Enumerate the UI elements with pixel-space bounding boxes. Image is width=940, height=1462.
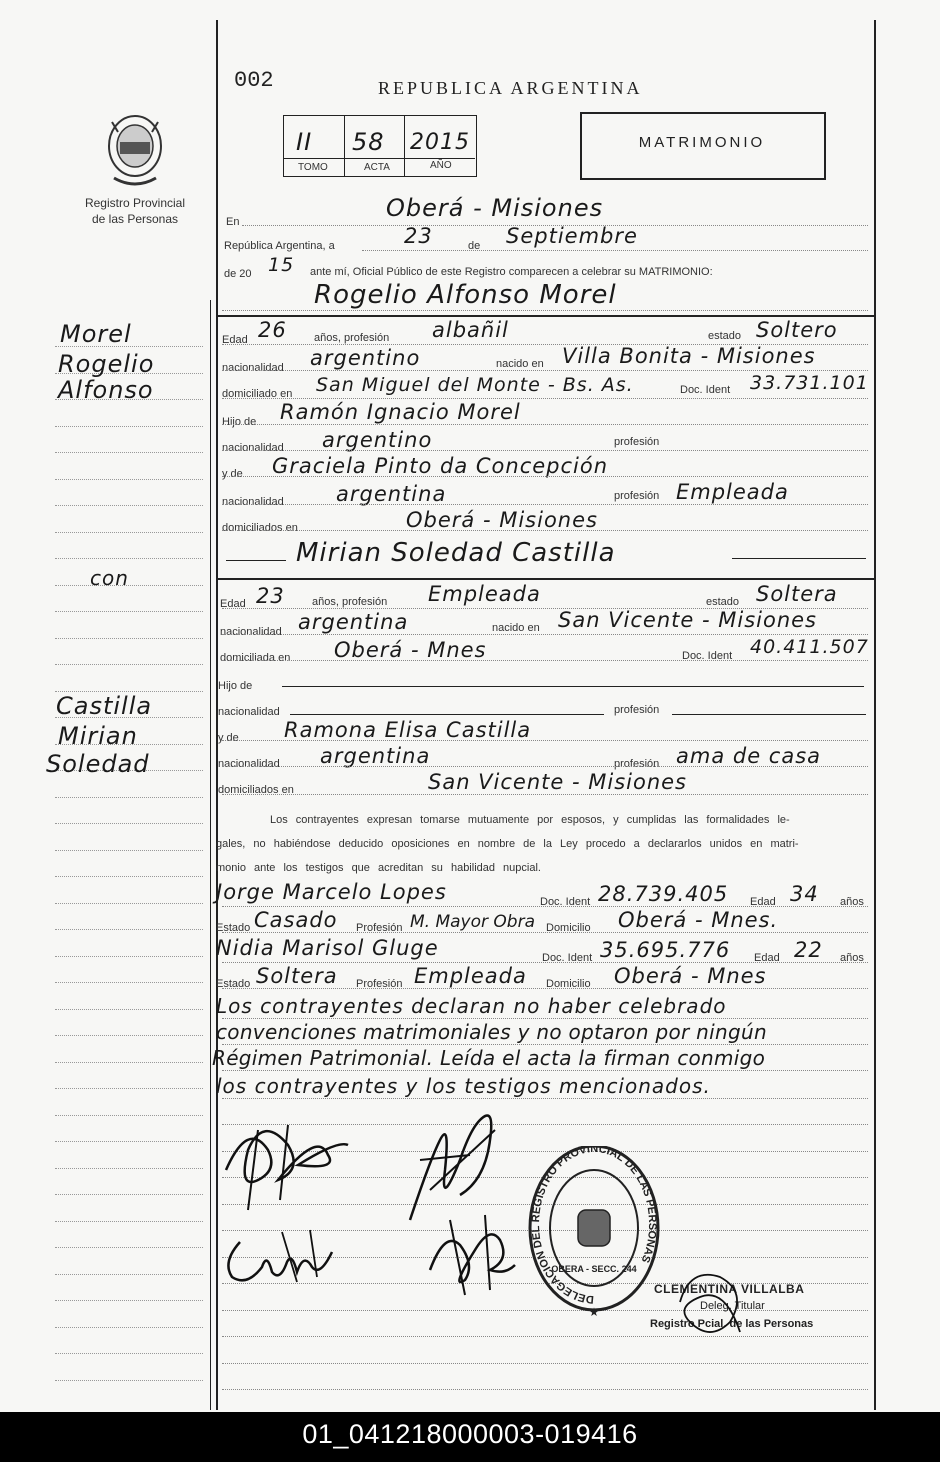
ano-label: AÑO: [430, 160, 452, 171]
official-signature: [670, 1262, 752, 1342]
registry-line2: de las Personas: [91, 212, 179, 226]
bride-nationality: argentina: [298, 610, 409, 634]
margin-ruled-line: [55, 1380, 203, 1381]
witness-anos-label: años: [840, 896, 864, 908]
footer-id: 01_041218000003-019416: [0, 1412, 940, 1462]
bride-doc: 40.411.507: [750, 636, 869, 658]
year-suffix: 15: [268, 254, 295, 276]
edad-label: Edad: [220, 598, 246, 610]
groom-birthplace: Villa Bonita - Misiones: [562, 344, 816, 368]
witness-edad-label: Edad: [754, 952, 780, 964]
bride-full-name: Mirian Soledad Castilla: [296, 538, 616, 568]
profesion-label: profesión: [614, 436, 660, 448]
declaration-line3: monio ante los testigos que acreditan su habilidad nupcial.: [216, 862, 541, 874]
witness-profesion-label: Profesión: [356, 922, 403, 934]
margin-ruled-line: [55, 1088, 203, 1089]
domiciliado-label: domiciliado en: [222, 388, 293, 400]
republica-label: República Argentina, a: [224, 240, 335, 252]
estado-label: estado: [706, 596, 740, 608]
margin-ruled-line: [55, 532, 203, 533]
place-value: Oberá - Misiones: [386, 194, 604, 222]
declaration-line2: gales, no habiéndose deducido oposiciones en nombre de la Ley procedo a declararlos unidos en matri-: [216, 838, 799, 850]
groom-status: Soltero: [756, 318, 838, 342]
witness1-name: Jorge Marcelo Lopes: [216, 880, 447, 904]
groom-mother-nationality: argentina: [336, 482, 447, 506]
country-title: REPUBLICA ARGENTINA: [378, 78, 643, 98]
notes-line4: los contrayentes y los testigos mencionados.: [216, 1074, 711, 1098]
margin-ruled-line: [55, 1035, 203, 1036]
margin-bride-name: Mirian: [58, 722, 138, 750]
nacionalidad-label: nacionalidad: [218, 758, 280, 770]
margin-ruled-line: [55, 1274, 203, 1275]
domiciliada-label: domiciliada en: [220, 652, 291, 664]
witness2-doc: 35.695.776: [600, 938, 731, 962]
witness-doc-label: Doc. Ident: [542, 952, 593, 964]
margin-ruled-line: [55, 558, 203, 559]
margin-ruled-line: [55, 1221, 203, 1222]
official-name: CLEMENTINA VILLALBA: [654, 1282, 805, 1296]
page-number: 002: [234, 68, 274, 93]
bride-profession: Empleada: [428, 582, 541, 606]
y-de-label: y de: [218, 732, 239, 744]
doc-label: Doc. Ident: [680, 384, 731, 396]
hijo-de-label: Hijo de: [222, 416, 257, 428]
margin-ruled-line: [55, 797, 203, 798]
month-value: Septiembre: [506, 224, 638, 248]
witness-profesion-label: Profesión: [356, 978, 403, 990]
tomo-label: TOMO: [298, 162, 328, 173]
domiciliados-label: domiciliados en: [222, 522, 298, 534]
margin-ruled-line: [55, 1115, 203, 1116]
margin-ruled-line: [55, 1327, 203, 1328]
acta-value: 58: [352, 128, 385, 156]
intro-sentence: ante mí, Oficial Público de este Registro comparecen a celebrar su MATRIMONIO:: [310, 266, 713, 278]
groom-age: 26: [258, 318, 287, 342]
bride-age: 23: [256, 584, 285, 608]
bride-signature: [222, 1222, 342, 1292]
registry-line1: Registro Provincial: [84, 196, 186, 210]
lower-ruled-line: [222, 1336, 868, 1337]
witness1-domicile: Oberá - Mnes.: [618, 908, 779, 932]
y-de-label: y de: [222, 468, 243, 480]
margin-ruled-line: [55, 1194, 203, 1195]
groom-full-name: Rogelio Alfonso Morel: [314, 280, 617, 310]
official-registry: Registro Pcial. de las Personas: [650, 1318, 814, 1330]
nacionalidad-label: nacionalidad: [222, 362, 284, 374]
margin-ruled-line: [55, 479, 203, 480]
groom-mother-profession: Empleada: [676, 480, 789, 504]
anos-profesion-label: años, profesión: [314, 332, 390, 344]
groom-father: Ramón Ignacio Morel: [280, 400, 521, 424]
estado-label: estado: [708, 330, 742, 342]
coat-of-arms-icon: [104, 112, 166, 190]
right-margin-line: [874, 20, 876, 1410]
margin-con: con: [90, 566, 129, 590]
nacido-en-label: nacido en: [492, 622, 540, 634]
groom-mother: Graciela Pinto da Concepción: [272, 454, 609, 478]
margin-ruled-line: [55, 1062, 203, 1063]
margin-ruled-line: [55, 611, 203, 612]
margin-ruled-line: [55, 452, 203, 453]
margin-ruled-line: [55, 823, 203, 824]
margin-ruled-line: [55, 505, 203, 506]
witness2-profession: Empleada: [414, 964, 527, 988]
witness-anos-label: años: [840, 952, 864, 964]
witness1-status: Casado: [254, 908, 338, 932]
margin-ruled-line: [55, 1168, 203, 1169]
official-stamp: [526, 1146, 662, 1322]
witness-estado-label: Estado: [216, 922, 251, 934]
hijo-de-label: Hijo de: [218, 680, 253, 692]
witness1-doc: 28.739.405: [598, 882, 729, 906]
en-label: En: [226, 216, 240, 228]
domiciliados-label: domiciliados en: [218, 784, 294, 796]
de-label: de: [468, 240, 481, 252]
margin-ruled-line: [55, 585, 203, 586]
groom-signature: [218, 1110, 358, 1220]
margin-ruled-line: [55, 1141, 203, 1142]
margin-groom-surname: Morel: [60, 320, 132, 348]
witness2-name: Nidia Marisol Gluge: [216, 936, 439, 960]
lower-ruled-line: [222, 1389, 868, 1390]
nacionalidad-label: nacionalidad: [222, 496, 284, 508]
nacido-en-label: nacido en: [496, 358, 544, 370]
margin-ruled-line: [55, 1353, 203, 1354]
groom-nationality: argentino: [310, 346, 421, 370]
witness1-profession: M. Mayor Obra: [410, 912, 535, 932]
nacionalidad-label: nacionalidad: [222, 442, 284, 454]
type-label: MATRIMONIO: [638, 134, 766, 151]
witness1-age: 34: [790, 882, 819, 906]
witness-estado-label: Estado: [216, 978, 251, 990]
margin-groom-name: Rogelio: [58, 350, 155, 378]
margin-groom-middle: Alfonso: [58, 376, 154, 404]
witness-domicilio-label: Domicilio: [546, 978, 591, 990]
margin-ruled-line: [55, 876, 203, 877]
profesion-label: profesión: [614, 704, 660, 716]
nacionalidad-label: nacionalidad: [220, 626, 282, 638]
bride-status: Soltera: [756, 582, 838, 606]
margin-ruled-line: [55, 426, 203, 427]
tomo-value: II: [296, 128, 313, 156]
witness-domicilio-label: Domicilio: [546, 922, 591, 934]
acta-label: ACTA: [364, 162, 390, 173]
lower-ruled-line: [222, 1363, 868, 1364]
bride-domicile: Oberá - Mnes: [334, 638, 487, 662]
year-prefix: de 20: [224, 268, 252, 280]
margin-bride-middle: Soledad: [46, 750, 150, 778]
inner-margin-line: [210, 300, 211, 1410]
witness2-domicile: Oberá - Mnes: [614, 964, 767, 988]
bride-mother: Ramona Elisa Castilla: [284, 718, 532, 742]
profesion-label: profesión: [614, 490, 660, 502]
witness-edad-label: Edad: [750, 896, 776, 908]
margin-ruled-line: [55, 903, 203, 904]
margin-ruled-line: [55, 1247, 203, 1248]
witness2-signature: [420, 1210, 520, 1300]
official-title: Deleg. Titular: [700, 1300, 765, 1312]
ano-value: 2015: [410, 130, 470, 155]
bride-birthplace: San Vicente - Misiones: [558, 608, 817, 632]
bride-mother-nationality: argentina: [320, 744, 431, 768]
witness-doc-label: Doc. Ident: [540, 896, 591, 908]
margin-ruled-line: [55, 929, 203, 930]
notes-line1: Los contrayentes declaran no haber celebrado: [216, 994, 727, 1018]
anos-profesion-label: años, profesión: [312, 596, 388, 608]
margin-ruled-line: [55, 1009, 203, 1010]
day-value: 23: [404, 224, 433, 248]
margin-ruled-line: [55, 850, 203, 851]
svg-text:★: ★: [588, 1305, 600, 1319]
witness2-age: 22: [794, 938, 823, 962]
notes-line3: Régimen Patrimonial. Leída el acta la firman conmigo: [212, 1046, 766, 1070]
edad-label: Edad: [222, 334, 248, 346]
bride-mother-profession: ama de casa: [676, 744, 822, 768]
margin-ruled-line: [55, 956, 203, 957]
doc-label: Doc. Ident: [682, 650, 733, 662]
groom-domicile: San Miguel del Monte - Bs. As.: [316, 374, 634, 396]
groom-profession: albañil: [432, 318, 509, 342]
svg-text:DELEGACION DEL REGISTRO PROVIN: DELEGACION DEL REGISTRO PROVINCIAL DE LAS PERSONAS: [529, 1146, 659, 1306]
groom-doc: 33.731.101: [750, 372, 869, 394]
groom-father-nationality: argentino: [322, 428, 433, 452]
svg-text:OBERA - SECC. 244: OBERA - SECC. 244: [551, 1264, 637, 1274]
margin-ruled-line: [55, 638, 203, 639]
declaration-line1: Los contrayentes expresan tomarse mutuamente por esposos, y cumplidas las formalidades le-: [270, 814, 790, 826]
margin-ruled-line: [55, 1300, 203, 1301]
margin-ruled-line: [55, 982, 203, 983]
nacionalidad-label: nacionalidad: [218, 706, 280, 718]
margin-bride-surname: Castilla: [56, 692, 153, 720]
margin-ruled-line: [55, 664, 203, 665]
witness2-status: Soltera: [256, 964, 338, 988]
groom-parents-domicile: Oberá - Misiones: [406, 508, 598, 532]
profesion-label: profesión: [614, 758, 660, 770]
bride-parents-domicile: San Vicente - Misiones: [428, 770, 687, 794]
notes-line2: convenciones matrimoniales y no optaron por ningún: [216, 1020, 767, 1044]
